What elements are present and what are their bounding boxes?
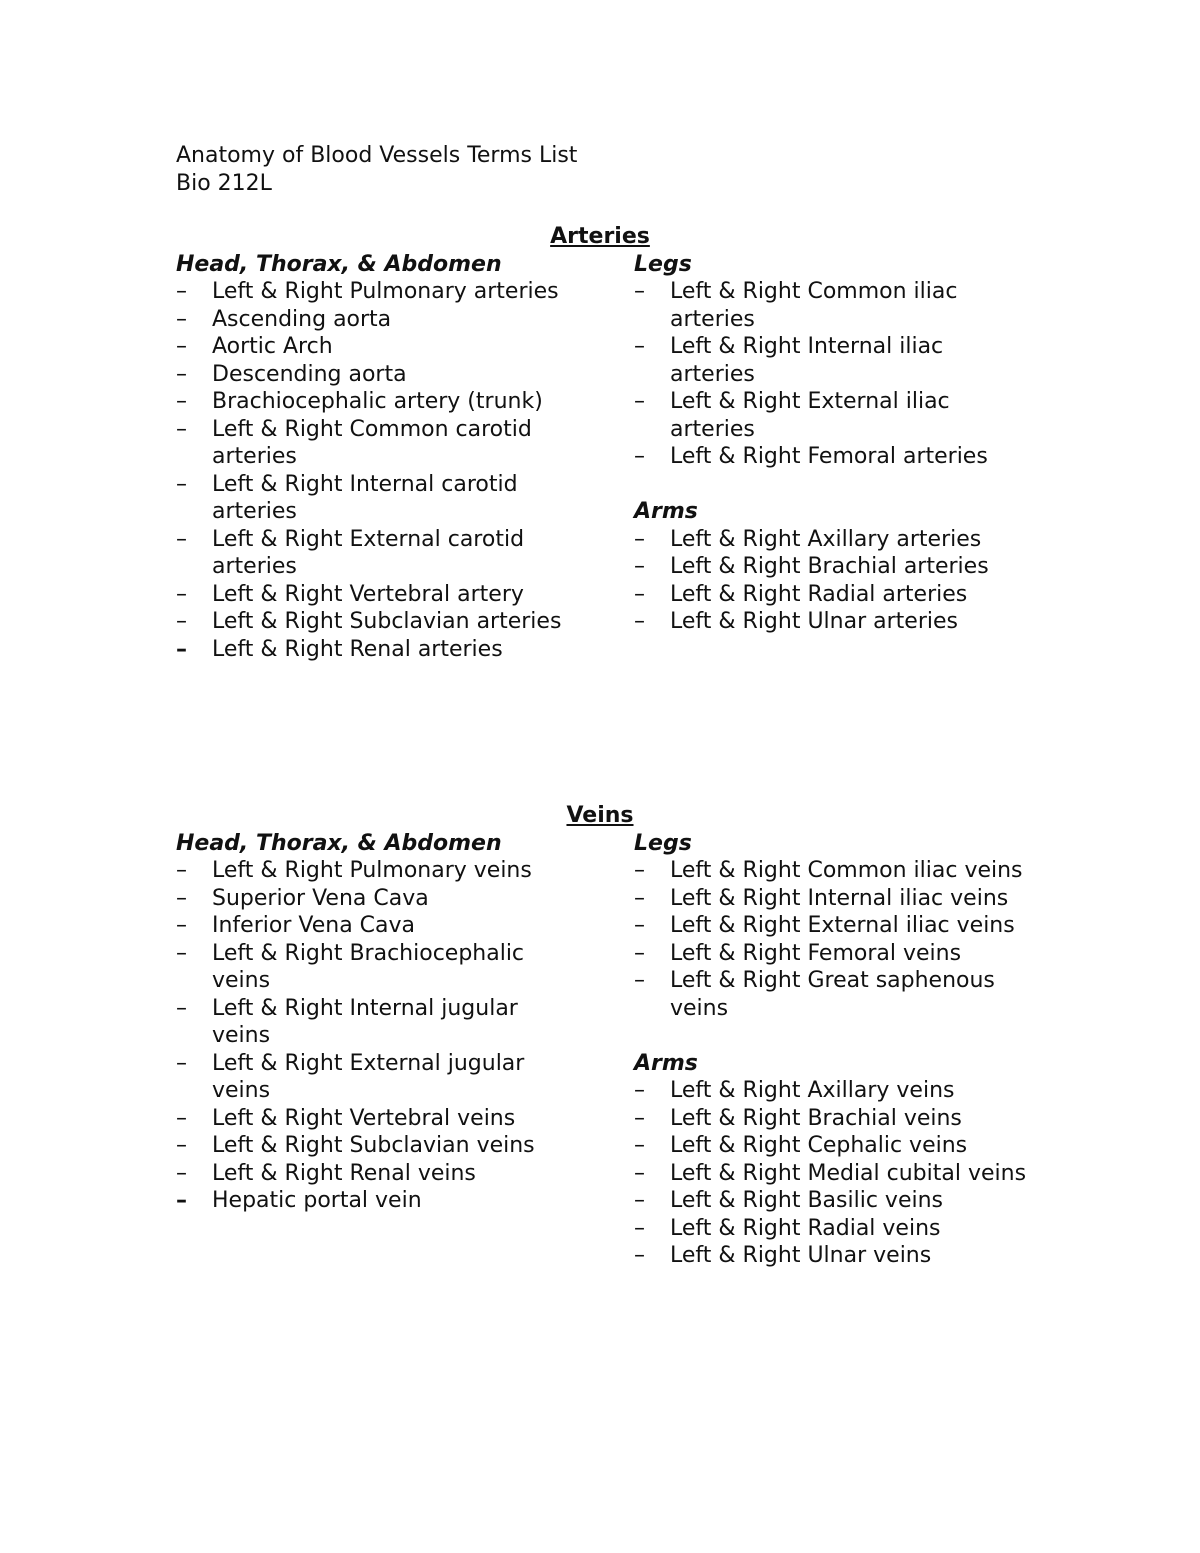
term-text: Left & Right Medial cubital veins <box>670 1160 1027 1186</box>
term-text: Left & Right Internal carotid arteries <box>212 471 518 524</box>
dash-bullet: – <box>176 940 187 966</box>
dash-bullet: – <box>634 858 645 883</box>
list-item <box>176 885 576 913</box>
veins-head-thorax-abdomen-list <box>176 857 576 1215</box>
dash-bullet: – <box>634 526 645 552</box>
list-item <box>176 1050 576 1105</box>
term-text: Left & Right Brachiocephalic veins <box>212 940 525 993</box>
term-text: Left & Right Ulnar arteries <box>670 609 958 634</box>
list-item <box>634 1187 1034 1215</box>
list-item <box>176 278 576 306</box>
term-text: Ascending aorta <box>212 306 392 332</box>
list-item <box>176 1160 576 1188</box>
dash-bullet: – <box>634 940 645 966</box>
list-item <box>176 333 576 361</box>
list-item <box>634 1077 1034 1105</box>
term-text: Left & Right External iliac arteries <box>670 389 950 442</box>
list-item <box>176 471 576 526</box>
dash-bullet: – <box>634 968 645 993</box>
list-item <box>634 885 1034 913</box>
dash-bullet: – <box>634 554 645 579</box>
term-text: Left & Right Brachial veins <box>670 1105 962 1131</box>
dash-bullet: – <box>634 389 645 414</box>
list-item <box>634 608 1034 636</box>
list-item <box>176 1132 576 1160</box>
term-text: Superior Vena Cava <box>212 885 429 911</box>
list-item <box>176 526 576 581</box>
arteries-limbs-column <box>634 251 1034 636</box>
list-item <box>176 636 576 664</box>
spacer <box>634 471 1034 499</box>
dash-bullet: – <box>176 389 187 414</box>
term-text: Left & Right External iliac veins <box>670 913 1015 938</box>
dash-bullet: – <box>634 279 645 304</box>
list-item <box>634 581 1034 609</box>
dash-bullet: – <box>176 526 187 552</box>
dash-bullet: – <box>176 858 187 883</box>
dash-bullet: – <box>176 1160 187 1186</box>
document-title: Anatomy of Blood Vessels Terms List <box>176 143 578 168</box>
arteries-legs-heading: Legs <box>634 251 692 277</box>
term-text: Left & Right Internal iliac arteries <box>670 334 944 387</box>
dash-bullet: – <box>176 636 187 662</box>
term-text: Left & Right Renal veins <box>212 1160 476 1186</box>
list-item <box>634 1215 1034 1243</box>
list-item <box>176 995 576 1050</box>
veins-legs-heading: Legs <box>634 830 692 856</box>
dash-bullet: – <box>176 609 187 634</box>
term-text: Left & Right Common iliac veins <box>670 858 1023 883</box>
term-text: Left & Right External carotid arteries <box>212 526 525 579</box>
term-text: Left & Right Basilic veins <box>670 1188 943 1213</box>
dash-bullet: – <box>176 1050 187 1076</box>
arteries-arms-list <box>634 526 1034 636</box>
dash-bullet: – <box>634 581 645 607</box>
list-item <box>634 1242 1034 1270</box>
dash-bullet: – <box>176 1133 187 1158</box>
list-item <box>634 857 1034 885</box>
dash-bullet: – <box>176 995 187 1021</box>
dash-bullet: – <box>176 1188 187 1213</box>
term-text: Left & Right Great saphenous veins <box>670 968 995 1021</box>
list-item <box>634 967 1034 1022</box>
arteries-section <box>176 223 1036 662</box>
term-text: Left & Right Pulmonary veins <box>212 858 532 883</box>
dash-bullet: – <box>176 913 187 938</box>
list-item <box>634 526 1034 554</box>
term-text: Left & Right Pulmonary arteries <box>212 279 559 304</box>
term-text: Left & Right Subclavian veins <box>212 1133 535 1158</box>
list-item <box>634 388 1034 443</box>
term-text: Left & Right Cephalic veins <box>670 1133 968 1158</box>
term-text: Left & Right Internal iliac veins <box>670 885 1009 911</box>
arteries-legs-list <box>634 278 1034 471</box>
term-text: Left & Right Vertebral artery <box>212 581 524 607</box>
dash-bullet: – <box>634 885 645 911</box>
list-item <box>176 912 576 940</box>
dash-bullet: – <box>634 1078 645 1103</box>
list-item <box>634 553 1034 581</box>
dash-bullet: – <box>634 334 645 359</box>
list-item <box>176 581 576 609</box>
spacer <box>634 1022 1034 1050</box>
dash-bullet: – <box>176 581 187 607</box>
list-item <box>634 1160 1034 1188</box>
dash-bullet: – <box>634 609 645 634</box>
dash-bullet: – <box>634 913 645 938</box>
term-text: Left & Right Vertebral veins <box>212 1105 516 1131</box>
term-text: Inferior Vena Cava <box>212 913 416 938</box>
list-item <box>176 361 576 389</box>
veins-section <box>176 802 1036 1268</box>
term-text: Left & Right Renal arteries <box>212 636 503 662</box>
dash-bullet: – <box>634 444 645 469</box>
term-text: Left & Right Radial arteries <box>670 581 968 607</box>
term-text: Left & Right Subclavian arteries <box>212 609 562 634</box>
list-item <box>176 608 576 636</box>
term-text: Left & Right Radial veins <box>670 1215 941 1241</box>
course-code: Bio 212L <box>176 171 272 196</box>
veins-head-thorax-abdomen-heading: Head, Thorax, & Abdomen <box>176 830 502 856</box>
dash-bullet: – <box>634 1188 645 1213</box>
dash-bullet: – <box>634 1105 645 1131</box>
term-text: Left & Right External jugular veins <box>212 1050 525 1103</box>
dash-bullet: – <box>176 885 187 911</box>
term-text: Left & Right Axillary veins <box>670 1078 955 1103</box>
dash-bullet: – <box>176 471 187 497</box>
veins-arms-list <box>634 1077 1034 1270</box>
dash-bullet: – <box>176 416 187 442</box>
term-text: Left & Right Femoral arteries <box>670 444 988 469</box>
dash-bullet: – <box>176 306 187 332</box>
list-item <box>634 1132 1034 1160</box>
veins-legs-list <box>634 857 1034 1022</box>
list-item <box>634 940 1034 968</box>
list-item <box>176 388 576 416</box>
term-text: Left & Right Brachial arteries <box>670 554 989 579</box>
veins-head-thorax-abdomen-column <box>176 830 576 1215</box>
list-item <box>176 416 576 471</box>
arteries-head-thorax-abdomen-list <box>176 278 576 663</box>
arteries-head-thorax-abdomen-column <box>176 251 576 664</box>
dash-bullet: – <box>634 1243 645 1268</box>
veins-title: Veins <box>566 803 634 828</box>
list-item <box>176 306 576 334</box>
list-item <box>176 1105 576 1133</box>
dash-bullet: – <box>634 1160 645 1186</box>
term-text: Brachiocephalic artery (trunk) <box>212 389 543 414</box>
term-text: Left & Right Internal jugular veins <box>212 995 518 1048</box>
list-item <box>634 443 1034 471</box>
term-text: Left & Right Common carotid arteries <box>212 416 532 469</box>
term-text: Left & Right Axillary arteries <box>670 526 982 552</box>
term-text: Hepatic portal vein <box>212 1188 422 1213</box>
veins-limbs-column <box>634 830 1034 1270</box>
list-item <box>176 940 576 995</box>
list-item <box>634 278 1034 333</box>
list-item <box>634 912 1034 940</box>
term-text: Left & Right Ulnar veins <box>670 1243 932 1268</box>
dash-bullet: – <box>176 361 187 387</box>
list-item <box>634 1105 1034 1133</box>
term-text: Descending aorta <box>212 361 407 387</box>
term-text: Left & Right Femoral veins <box>670 940 962 966</box>
veins-arms-heading: Arms <box>634 1050 698 1076</box>
dash-bullet: – <box>176 1105 187 1131</box>
dash-bullet: – <box>176 334 187 359</box>
arteries-title: Arteries <box>550 224 650 249</box>
dash-bullet: – <box>176 279 187 304</box>
term-text: Left & Right Common iliac arteries <box>670 279 958 332</box>
list-item <box>176 1187 576 1215</box>
arteries-head-thorax-abdomen-heading: Head, Thorax, & Abdomen <box>176 251 502 277</box>
document-header <box>176 142 876 198</box>
term-text: Aortic Arch <box>212 334 333 359</box>
list-item <box>634 333 1034 388</box>
list-item <box>176 857 576 885</box>
arteries-arms-heading: Arms <box>634 499 698 524</box>
dash-bullet: – <box>634 1215 645 1241</box>
dash-bullet: – <box>634 1133 645 1158</box>
